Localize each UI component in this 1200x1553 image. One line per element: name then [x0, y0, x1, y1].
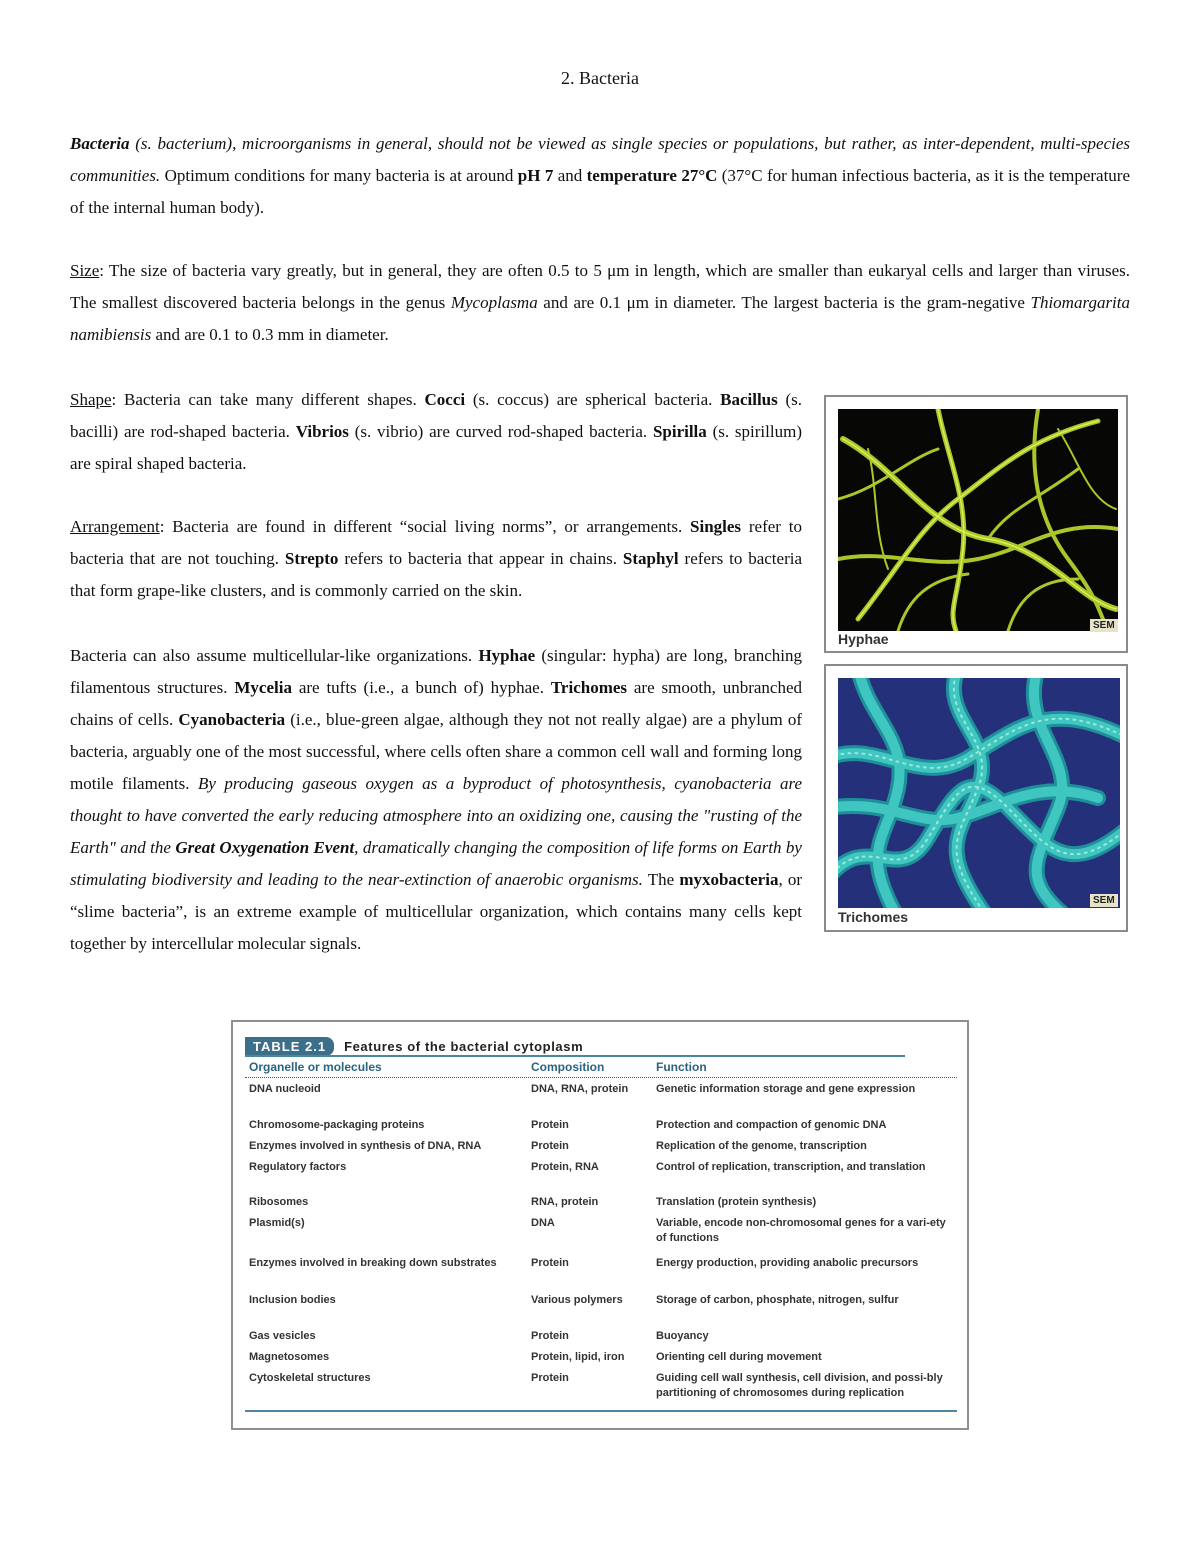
column-header-function: Function [656, 1060, 707, 1074]
table-cell: Cytoskeletal structures [249, 1372, 371, 1384]
table-cell: Replication of the genome, transcription [656, 1140, 867, 1152]
hyphae-sem-badge: SEM [1090, 619, 1118, 632]
trichomes-caption: Trichomes [838, 909, 909, 925]
table-cell: Protein [531, 1119, 569, 1131]
table-cell: DNA nucleoid [249, 1083, 321, 1095]
column-header-composition: Composition [531, 1060, 605, 1074]
table-cell: Protein [531, 1140, 569, 1152]
table-cell: Buoyancy [656, 1330, 709, 1342]
table-top-rule [245, 1055, 905, 1057]
table-title: Features of the bacterial cytoplasm [344, 1038, 584, 1054]
table-cell: Energy production, providing anabolic precursors [656, 1257, 919, 1269]
table-cell: Orienting cell during movement [656, 1351, 822, 1363]
table-cell: Control of replication, transcription, and translation [656, 1161, 926, 1173]
table-cell: Plasmid(s) [249, 1217, 305, 1229]
table-cell: Protein, lipid, iron [531, 1351, 625, 1363]
table-cell: Chromosome-packaging proteins [249, 1119, 425, 1131]
page-title: 2. Bacteria [561, 68, 639, 88]
size-paragraph: Size: The size of bacteria vary greatly, but in general, they are often 0.5 to 5 μm in length, which are smaller than eukaryal cells and larger than viruses. The smallest discovered bacteria belongs in the genus Mycoplasma and are 0.1 μm in diameter. The largest bacteria is the gram-negative Thiomargarita namibiensis and are 0.1 to 0.3 mm in diameter. [70, 261, 1131, 344]
hyphae-image [838, 409, 1118, 631]
table-cell: Protein, RNA [531, 1161, 599, 1173]
trichomes-figure [824, 664, 1128, 932]
table-cell: Storage of carbon, phosphate, nitrogen, sulfur [656, 1294, 899, 1306]
table-cell: Variable, encode non-chromosomal genes for a vari-ety of functions [656, 1217, 946, 1244]
table-cell: Magnetosomes [249, 1351, 330, 1363]
intro-paragraph: Bacteria (s. bacterium), microorganisms in general, should not be viewed as single species or populations, but rather, as inter-dependent, multi-species communities. Optimum conditions for many bacteria is at around pH 7 and temperature 27°C (37°C for human infectious bacteria, as it is the temperature of the internal human body). [70, 134, 1130, 217]
table-cell: DNA, RNA, protein [531, 1083, 629, 1095]
table-cell: Enzymes involved in synthesis of DNA, RNA [249, 1140, 482, 1152]
table-cell: Ribosomes [249, 1196, 309, 1208]
trichomes-image [838, 678, 1120, 908]
column-header-organelle: Organelle or molecules [249, 1060, 382, 1074]
shape-paragraph: Shape: Bacteria can take many different shapes. Cocci (s. coccus) are spherical bacteria. Bacillus (s. bacilli) are rod-shaped bacteria. Vibrios (s. vibrio) are curved rod-shaped bacteria. Spirilla (s. spirillum) are spiral shaped bacteria. [70, 390, 803, 473]
table-cell: Enzymes involved in breaking down substrates [249, 1257, 497, 1269]
table-cell: Protein [531, 1372, 569, 1384]
table-cell: Protection and compaction of genomic DNA [656, 1119, 887, 1131]
table-cell: Protein [531, 1330, 569, 1342]
hyphae-figure [824, 395, 1128, 653]
table-header-divider [245, 1077, 957, 1078]
table-header [245, 1036, 583, 1056]
table-cell: Various polymers [531, 1294, 623, 1306]
arrangement-paragraph: Arrangement: Bacteria are found in different “social living norms”, or arrangements. Singles refer to bacteria that are not touching. Strepto refers to bacteria that appear in chains. Staphyl refers to bacteria that form grape-like clusters, and is commonly carried on the skin. [70, 517, 803, 600]
table-bottom-rule [245, 1410, 957, 1412]
trichomes-sem-badge: SEM [1090, 894, 1118, 907]
cytoplasm-table [231, 1020, 969, 1430]
table-cell: Inclusion bodies [249, 1294, 336, 1306]
hyphae-caption: Hyphae [838, 631, 889, 647]
table-cell: Guiding cell wall synthesis, cell division, and possi-bly partitioning of chromosomes during replication [656, 1372, 943, 1399]
table-cell: Gas vesicles [249, 1330, 316, 1342]
table-cell: Genetic information storage and gene expression [656, 1083, 916, 1095]
table-cell: Protein [531, 1257, 569, 1269]
table-cell: Regulatory factors [249, 1161, 347, 1173]
table-cell: DNA [531, 1217, 555, 1229]
table-cell: Translation (protein synthesis) [656, 1196, 817, 1208]
multicellular-paragraph: Bacteria can also assume multicellular-like organizations. Hyphae (singular: hypha) are long, branching filamentous structures. Mycelia are tufts (i.e., a bunch of) hyphae. Trichomes are smooth, unbranched chains of cells. Cyanobacteria (i.e., blue-green algae, although they not not really algae) are a phylum of bacteria, arguably one of the most successful, where cells often share a common cell wall and forming long motile filaments. By producing gaseous oxygen as a byproduct of photosynthesis, cyanobacteria are thought to have converted the early reducing atmosphere into an oxidizing one, causing the "rusting of the Earth" and the Great Oxygenation Event, dramatically changing the composition of life forms on Earth by stimulating biodiversity and leading to the near-extinction of anaerobic organisms. The myxobacteria, or “slime bacteria”, is an extreme example of multicellular organization, which contains many cells kept together by intercellular molecular signals. [70, 646, 802, 953]
table-label: TABLE 2.1 [245, 1037, 334, 1056]
table-cell: RNA, protein [531, 1196, 599, 1208]
